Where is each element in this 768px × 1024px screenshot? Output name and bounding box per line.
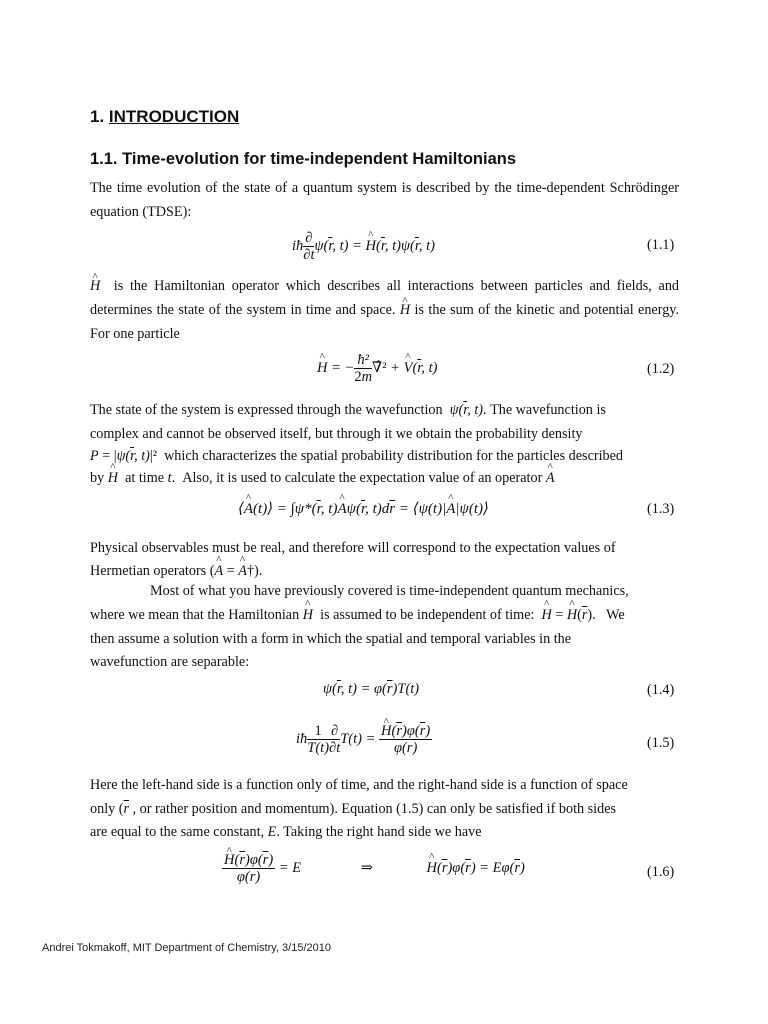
paragraph-time-independent-line3: then assume a solution with a form in which the spatial and temporal variables in the bbox=[90, 631, 572, 647]
section-number: 1. bbox=[90, 107, 105, 126]
equation-number-1-2: (1.2) bbox=[647, 361, 675, 377]
equation-number-1-3: (1.3) bbox=[647, 501, 675, 517]
equation-number-1-1: (1.1) bbox=[647, 237, 675, 253]
paragraph-wavefunction-line1: The state of the system is expressed through the wavefunction $\psi(\overline{r}$, t). The wavefunction is bbox=[90, 402, 606, 418]
paragraph-time-independent-line1: Most of what you have previously covered is time-independent quantum mechanics, bbox=[150, 583, 629, 599]
paragraph-separation-line2: only ($\overline{r}$ , or rather position and momentum). Equation (1.5) can only be satisfied if both sides bbox=[90, 801, 617, 817]
paragraph-time-independent-line2: where we mean that the Hamiltonian ^ H is assumed to be independent of time: ^ H = ^ $H(\overline{r})$. We bbox=[90, 607, 625, 624]
paragraph-time-independent-line4: wavefunction are separable: bbox=[90, 654, 250, 670]
equation-1-1: iħ $\frac{\partial}{\partial t}$ $\psi(\overline{r}$, t) = ^ $H(\overline{r}$, $t)\psi(\overline{r}$, t) bbox=[292, 230, 435, 263]
equation-1-5: iħ $\frac{1}{T(t)}$ $\frac{\partial}{\partial t}$ T(t) = ^ $\frac{H(\overline{r})\varphi(\overline{r})}{\varphi(\overline{r})}$ bbox=[296, 723, 432, 756]
paragraph-observables-line2: Hermetian operators (^ A = ^ A†). bbox=[90, 563, 262, 580]
section-title: INTRODUCTION bbox=[108, 107, 240, 126]
equation-1-3: ⟨^ A(t)⟩ = $\int\psi*(\overline{r}$, t)^ $A\psi(\overline{r}$, $t)d\overline{r}$ = ⟨ψ(t)|^ A|ψ(t)⟩ bbox=[238, 499, 489, 518]
section-heading bbox=[90, 107, 239, 127]
subsection-number: 1.1. bbox=[90, 150, 118, 168]
paragraph-observables-line1: Physical observables must be real, and therefore will correspond to the expectation values of bbox=[90, 540, 616, 556]
paragraph-hamiltonian: ^ H is the Hamiltonian operator which describes all interactions between particles and fields, and determines the state of the system in time and space. ^ H is the sum of the kinetic and potential energy. For one particle bbox=[90, 274, 679, 346]
paragraph-wavefunction-line2: complex and cannot be observed itself, but through it we obtain the probability density bbox=[90, 426, 583, 442]
paragraph-separation-line1: Here the left-hand side is a function only of time, and the right-hand side is a function of space bbox=[90, 777, 628, 793]
equation-number-1-6: (1.6) bbox=[647, 864, 675, 880]
subsection-title: Time-evolution for time-independent Hamiltonians bbox=[122, 150, 517, 168]
equation-1-4: $\psi(\overline{r}$, $t) = \varphi(\overline{r})T(t)$ bbox=[323, 681, 420, 697]
paragraph-tdse-intro: The time evolution of the state of a quantum system is described by the time-dependent Schrödinger equation (TDSE): bbox=[90, 180, 679, 220]
paragraph-wavefunction-line4: by ^ H at time t. Also, it is used to calculate the expectation value of an operator ^ A bbox=[90, 470, 555, 487]
paragraph-separation-line3: are equal to the same constant, E. Taking the right hand side we have bbox=[90, 824, 482, 840]
equation-number-1-4: (1.4) bbox=[647, 682, 675, 698]
subsection-heading bbox=[90, 150, 516, 169]
equation-1-6: ^ $\frac{H(\overline{r})\varphi(\overline{r})}{\varphi(\overline{r})}$ = E ⇒ ^ $H(\overline{r})\varphi(\overline{r}) = E\varphi(\overline{r})$ bbox=[222, 852, 525, 885]
equation-1-2: ^ H = − $\frac{\text{ħ²}}{2m}$ ∇̂² + ^ $V(\overline{r}$, t) bbox=[317, 352, 437, 385]
paragraph-wavefunction-line3: $P = |\psi(\overline{r}$, t)|² which characterizes the spatial probability distribution for the particles described bbox=[90, 448, 624, 464]
equation-number-1-5: (1.5) bbox=[647, 735, 675, 751]
page-footer: Andrei Tokmakoff, MIT Department of Chemistry, 3/15/2010 bbox=[42, 942, 331, 954]
